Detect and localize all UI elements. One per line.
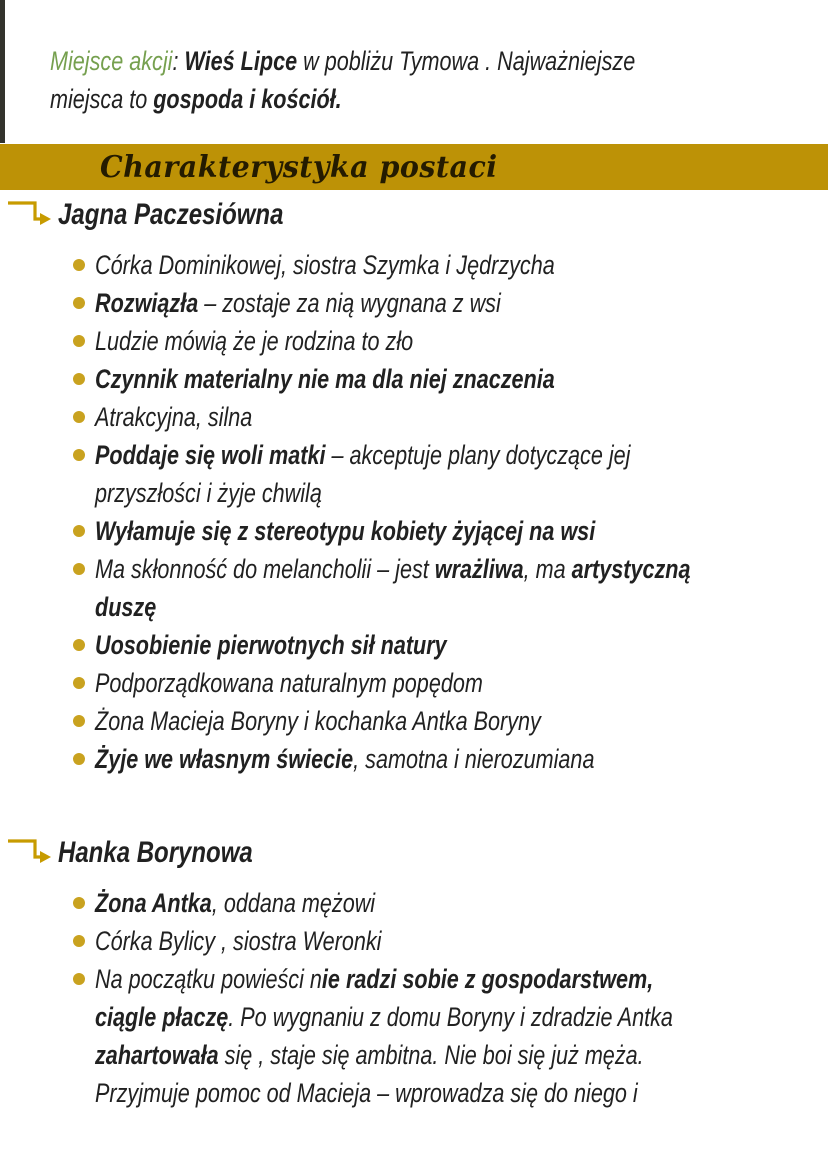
bullet-dot-icon [73, 563, 85, 575]
list-item [73, 360, 828, 398]
character-heading [0, 834, 828, 872]
bullet-dot-icon [73, 973, 85, 985]
intro-paragraph: Miejsce akcji: Wieś Lipce w pobliżu Tymowa . Najważniejsze miejsca to gospoda i kościół. [50, 46, 636, 114]
list-item-text: Czynnik materialny nie ma dla niej znaczenia [95, 364, 555, 394]
elbow-arrow-icon [5, 838, 53, 866]
elbow-arrow-icon [5, 200, 53, 228]
bullet-dot-icon [73, 525, 85, 537]
bullet-dot-icon [73, 335, 85, 347]
bullet-dot-icon [73, 449, 85, 461]
bullet-dot-icon [73, 897, 85, 909]
list-item-text: Atrakcyjna, silna [95, 402, 253, 432]
character-section [0, 834, 828, 1112]
bullet-list [0, 246, 828, 778]
list-item-text: Podporządkowana naturalnym popędom [95, 668, 483, 698]
list-item [73, 884, 828, 922]
bullet-dot-icon [73, 677, 85, 689]
list-item [73, 740, 828, 778]
list-item-text: Córka Dominikowej, siostra Szymka i Jędrzycha [95, 250, 555, 280]
bullet-list [0, 884, 828, 1112]
list-item-text: Ludzie mówią że je rodzina to zło [95, 326, 414, 356]
banner-title: Charakterystyka postaci [100, 149, 498, 185]
list-item-text: Żyje we własnym świecie, samotna i nierozumiana [95, 744, 595, 774]
bullet-dot-icon [73, 935, 85, 947]
bullet-dot-icon [73, 373, 85, 385]
list-item [73, 246, 828, 284]
list-item-text: Poddaje się woli matki – akceptuje plany dotyczące jej przyszłości i żyje chwilą [95, 440, 631, 508]
character-name: Hanka Borynowa [58, 836, 253, 869]
bullet-dot-icon [73, 639, 85, 651]
list-item [73, 960, 828, 1112]
bullet-dot-icon [73, 753, 85, 765]
character-heading [0, 196, 828, 234]
bullet-dot-icon [73, 297, 85, 309]
list-item-text: Rozwiązła – zostaje za nią wygnana z wsi [95, 288, 501, 318]
list-item [73, 512, 828, 550]
list-item-text: Żona Antka, oddana mężowi [95, 888, 376, 918]
list-item-text: Uosobienie pierwotnych sił natury [95, 630, 447, 660]
list-item-text: Żona Macieja Boryny i kochanka Antka Boryny [95, 706, 541, 736]
section-banner [0, 144, 828, 190]
character-name: Jagna Paczesiówna [58, 198, 284, 231]
character-section [0, 196, 828, 778]
list-item [73, 436, 828, 512]
list-item [73, 922, 828, 960]
list-item [73, 550, 828, 626]
page-edge-line [0, 0, 5, 143]
list-item [73, 398, 828, 436]
bullet-dot-icon [73, 411, 85, 423]
list-item-text: Ma skłonność do melancholii – jest wrażliwa, ma artystyczną duszę [95, 554, 691, 622]
list-item [73, 702, 828, 740]
sections-container [0, 196, 828, 1112]
list-item-text: Córka Bylicy , siostra Weronki [95, 926, 382, 956]
list-item [73, 322, 828, 360]
bullet-dot-icon [73, 715, 85, 727]
list-item-text: Na początku powieści nie radzi sobie z gospodarstwem, ciągle płaczę. Po wygnaniu z domu Boryny i zdradzie Antka zahartowała się , staje się ambitna. Nie boi się już męża. Przyjmuje pomoc od Macieja – wprowadza się do niego i [95, 964, 673, 1108]
list-item [73, 664, 828, 702]
list-item [73, 284, 828, 322]
list-item [73, 626, 828, 664]
bullet-dot-icon [73, 259, 85, 271]
list-item-text: Wyłamuje się z stereotypu kobiety żyjącej na wsi [95, 516, 596, 546]
